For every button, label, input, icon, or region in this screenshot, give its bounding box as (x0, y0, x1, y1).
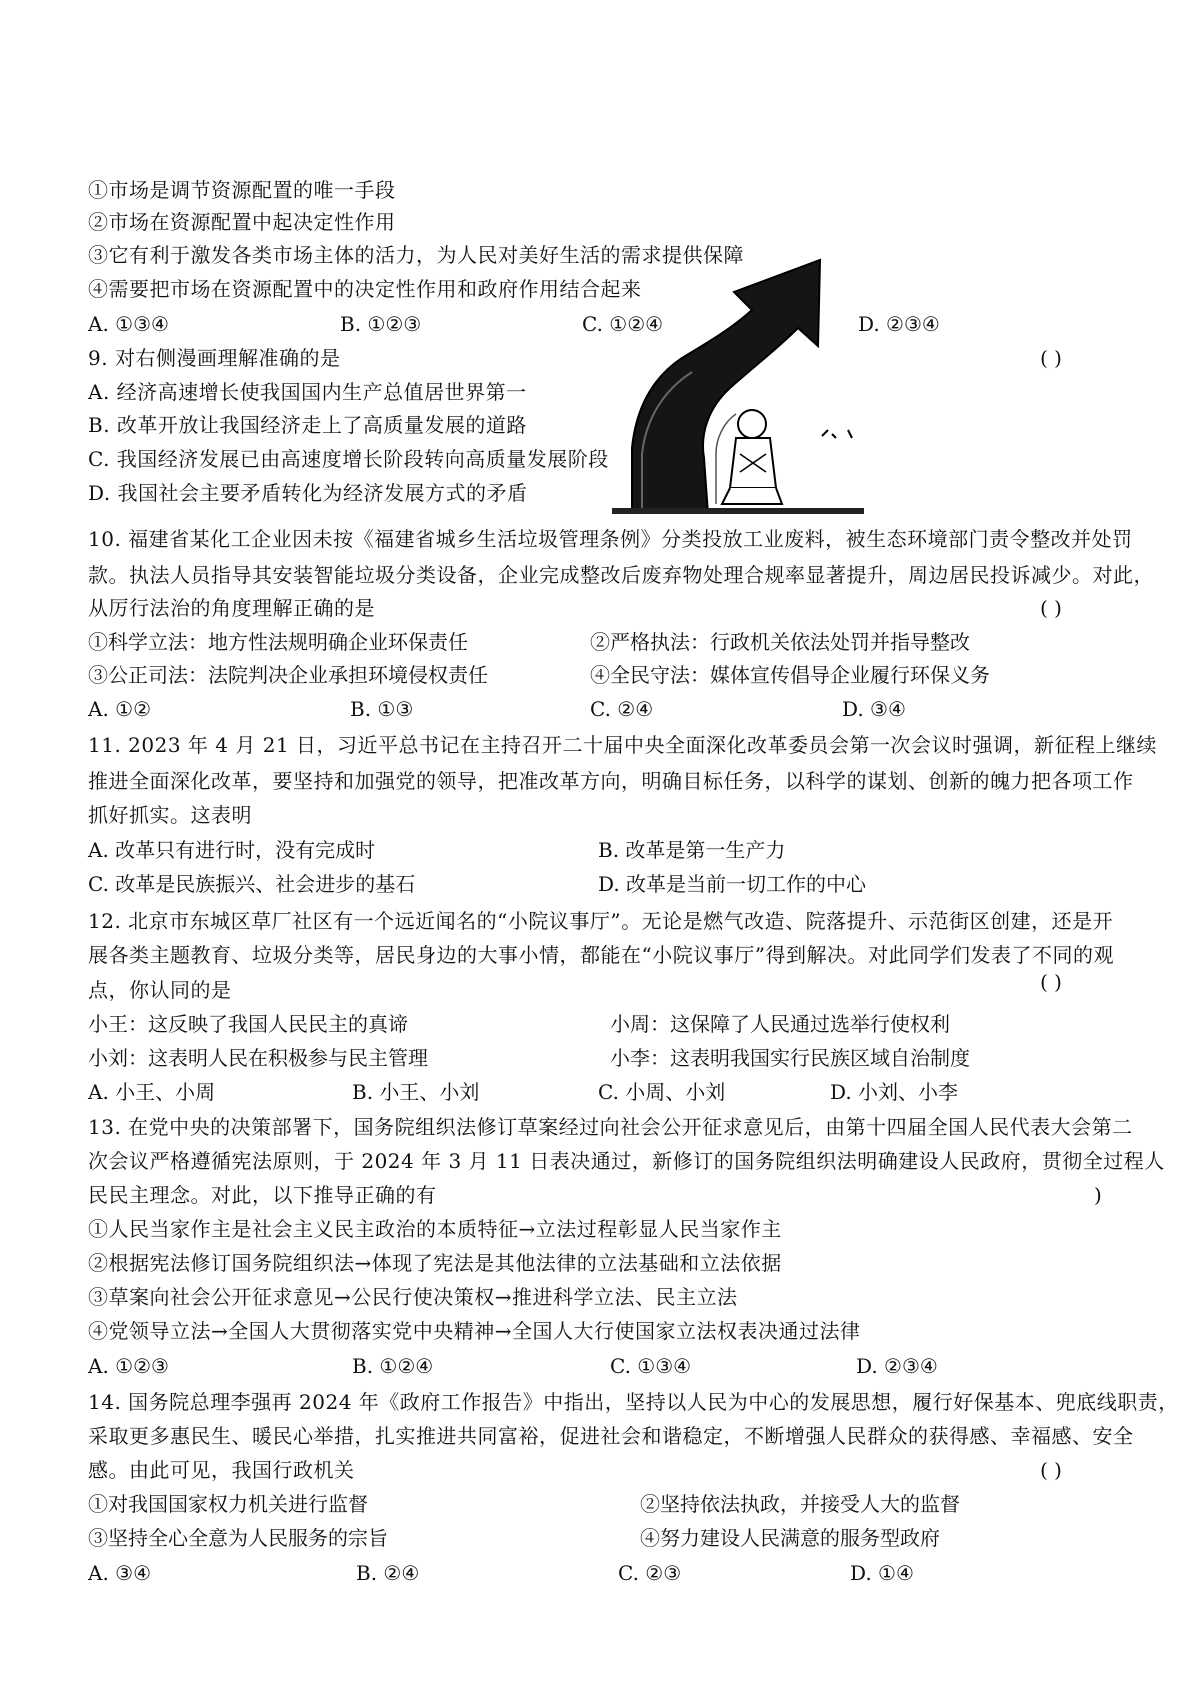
q13-item-4: ④党领导立法→全国人大贯彻落实党中央精神→全国人大行使国家立法权表决通过法律 (88, 1319, 861, 1343)
q10-option-c: C. ②④ (590, 697, 654, 721)
q14-stem-line-1: 14. 国务院总理李强再 2024 年《政府工作报告》中指出，坚持以人民为中心的发展思想，履行好保基本、兜底线职责， (88, 1390, 1179, 1414)
q12-option-a: A. 小王、小周 (88, 1080, 216, 1104)
q13-stem-line-1: 13. 在党中央的决策部署下，国务院组织法修订草案经过向社会公开征求意见后，由第十四届全国人民代表大会第二 (88, 1115, 1133, 1139)
q9-stem: 9. 对右侧漫画理解准确的是 (88, 346, 341, 370)
q10-stem-line-3: 从厉行法治的角度理解正确的是 (88, 596, 375, 620)
q12-answer-paren: ( ) (1040, 970, 1062, 994)
q11-stem-line-1: 11. 2023 年 4 月 21 日，习近平总书记在主持召开二十届中央全面深化改革委员会第一次会议时强调，新征程上继续 (88, 733, 1158, 757)
q10-stem-line-2: 款。执法人员指导其安装智能垃圾分类设备，企业完成整改后废弃物处理合规率显著提升，周边居民投诉减少。对此， (88, 563, 1154, 587)
q13-answer-paren: ) (1094, 1183, 1102, 1207)
q12-option-b: B. 小王、小刘 (352, 1080, 480, 1104)
q10-item-3: ③公正司法：法院判决企业承担环境侵权责任 (88, 663, 488, 687)
q13-option-b: B. ①②④ (352, 1354, 434, 1378)
q10-option-b: B. ①③ (350, 697, 414, 721)
q14-option-b: B. ②④ (356, 1561, 420, 1585)
q8-option-b: B. ①②③ (340, 312, 422, 336)
q9-option-b: B. 改革开放让我国经济走上了高质量发展的道路 (88, 413, 527, 437)
q10-item-1: ①科学立法：地方性法规明确企业环保责任 (88, 630, 468, 654)
q11-stem-line-2: 推进全面深化改革，要坚持和加强党的领导，把准改革方向，明确目标任务，以科学的谋划、创新的魄力把各项工作 (88, 769, 1134, 793)
q11-option-c: C. 改革是民族振兴、社会进步的基石 (88, 872, 416, 896)
q14-stem-line-2: 采取更多惠民生、暖民心举措，扎实推进共同富裕，促进社会和谐稳定，不断增强人民群众的获得感、幸福感、安全 (88, 1424, 1134, 1448)
q13-stem-line-3: 民民主理念。对此，以下推导正确的有 (88, 1183, 437, 1207)
q11-option-a: A. 改革只有进行时，没有完成时 (88, 838, 376, 862)
q10-stem-line-1: 10. 福建省某化工企业因未按《福建省城乡生活垃圾管理条例》分类投放工业废料，被生态环境部门责令整改并处罚 (88, 527, 1133, 551)
q10-option-d: D. ③④ (842, 697, 906, 721)
q14-item-3: ③坚持全心全意为人民服务的宗旨 (88, 1526, 388, 1550)
q14-item-1: ①对我国国家权力机关进行监督 (88, 1492, 368, 1516)
q12-item-4: 小李：这表明我国实行民族区域自治制度 (610, 1046, 970, 1070)
q12-stem-line-3: 点，你认同的是 (88, 978, 232, 1002)
cartoon-arrow-image (612, 258, 864, 514)
q12-item-2: 小周：这保障了人民通过选举行使权利 (610, 1012, 950, 1036)
q9-option-d: D. 我国社会主要矛盾转化为经济发展方式的矛盾 (88, 481, 528, 505)
q9-option-c: C. 我国经济发展已由高速度增长阶段转向高质量发展阶段 (88, 447, 609, 471)
q13-item-3: ③草案向社会公开征求意见→公民行使决策权→推进科学立法、民主立法 (88, 1285, 738, 1309)
q9-answer-paren: ( ) (1040, 346, 1062, 370)
q14-answer-paren: ( ) (1040, 1458, 1062, 1482)
q13-option-a: A. ①②③ (88, 1354, 169, 1378)
q14-option-a: A. ③④ (88, 1561, 152, 1585)
q11-option-b: B. 改革是第一生产力 (598, 838, 786, 862)
q13-option-d: D. ②③④ (856, 1354, 938, 1378)
q8-item-2: ②市场在资源配置中起决定性作用 (88, 210, 396, 234)
q14-option-d: D. ①④ (850, 1561, 914, 1585)
q13-stem-line-2: 次会议严格遵循宪法原则，于 2024 年 3 月 11 日表决通过，新修订的国务院组织法明确建设人民政府，贯彻全过程人 (88, 1149, 1165, 1173)
q12-stem-line-1: 12. 北京市东城区草厂社区有一个远近闻名的“小院议事厅”。无论是燃气改造、院落提升、示范街区创建，还是开 (88, 909, 1114, 933)
q12-item-1: 小王：这反映了我国人民民主的真谛 (88, 1012, 408, 1036)
q10-answer-paren: ( ) (1040, 596, 1062, 620)
q11-option-d: D. 改革是当前一切工作的中心 (598, 872, 867, 896)
q12-option-c: C. 小周、小刘 (598, 1080, 726, 1104)
q8-item-4: ④需要把市场在资源配置中的决定性作用和政府作用结合起来 (88, 277, 642, 301)
q9-option-a: A. 经济高速增长使我国国内生产总值居世界第一 (88, 380, 527, 404)
q14-item-4: ④努力建设人民满意的服务型政府 (640, 1526, 940, 1550)
q13-item-1: ①人民当家作主是社会主义民主政治的本质特征→立法过程彰显人民当家作主 (88, 1217, 782, 1241)
q14-stem-line-3: 感。由此可见，我国行政机关 (88, 1458, 355, 1482)
q14-item-2: ②坚持依法执政，并接受人大的监督 (640, 1492, 960, 1516)
q10-item-2: ②严格执法：行政机关依法处罚并指导整改 (590, 630, 970, 654)
q10-item-4: ④全民守法：媒体宣传倡导企业履行环保义务 (590, 663, 990, 687)
q8-option-a: A. ①③④ (88, 312, 169, 336)
q8-item-1: ①市场是调节资源配置的唯一手段 (88, 178, 396, 202)
q10-option-a: A. ①② (88, 697, 152, 721)
q8-option-c: C. ①②④ (582, 312, 664, 336)
q8-option-d: D. ②③④ (858, 312, 940, 336)
q12-stem-line-2: 展各类主题教育、垃圾分类等，居民身边的大事小情，都能在“小院议事厅”得到解决。对此同学们发表了不同的观 (88, 943, 1114, 967)
q11-stem-line-3: 抓好抓实。这表明 (88, 803, 252, 827)
q12-item-3: 小刘：这表明人民在积极参与民主管理 (88, 1046, 428, 1070)
q12-option-d: D. 小刘、小李 (830, 1080, 959, 1104)
q13-item-2: ②根据宪法修订国务院组织法→体现了宪法是其他法律的立法基础和立法依据 (88, 1251, 782, 1275)
q14-option-c: C. ②③ (618, 1561, 682, 1585)
q8-item-3: ③它有利于激发各类市场主体的活力，为人民对美好生活的需求提供保障 (88, 243, 744, 267)
q13-option-c: C. ①③④ (610, 1354, 692, 1378)
